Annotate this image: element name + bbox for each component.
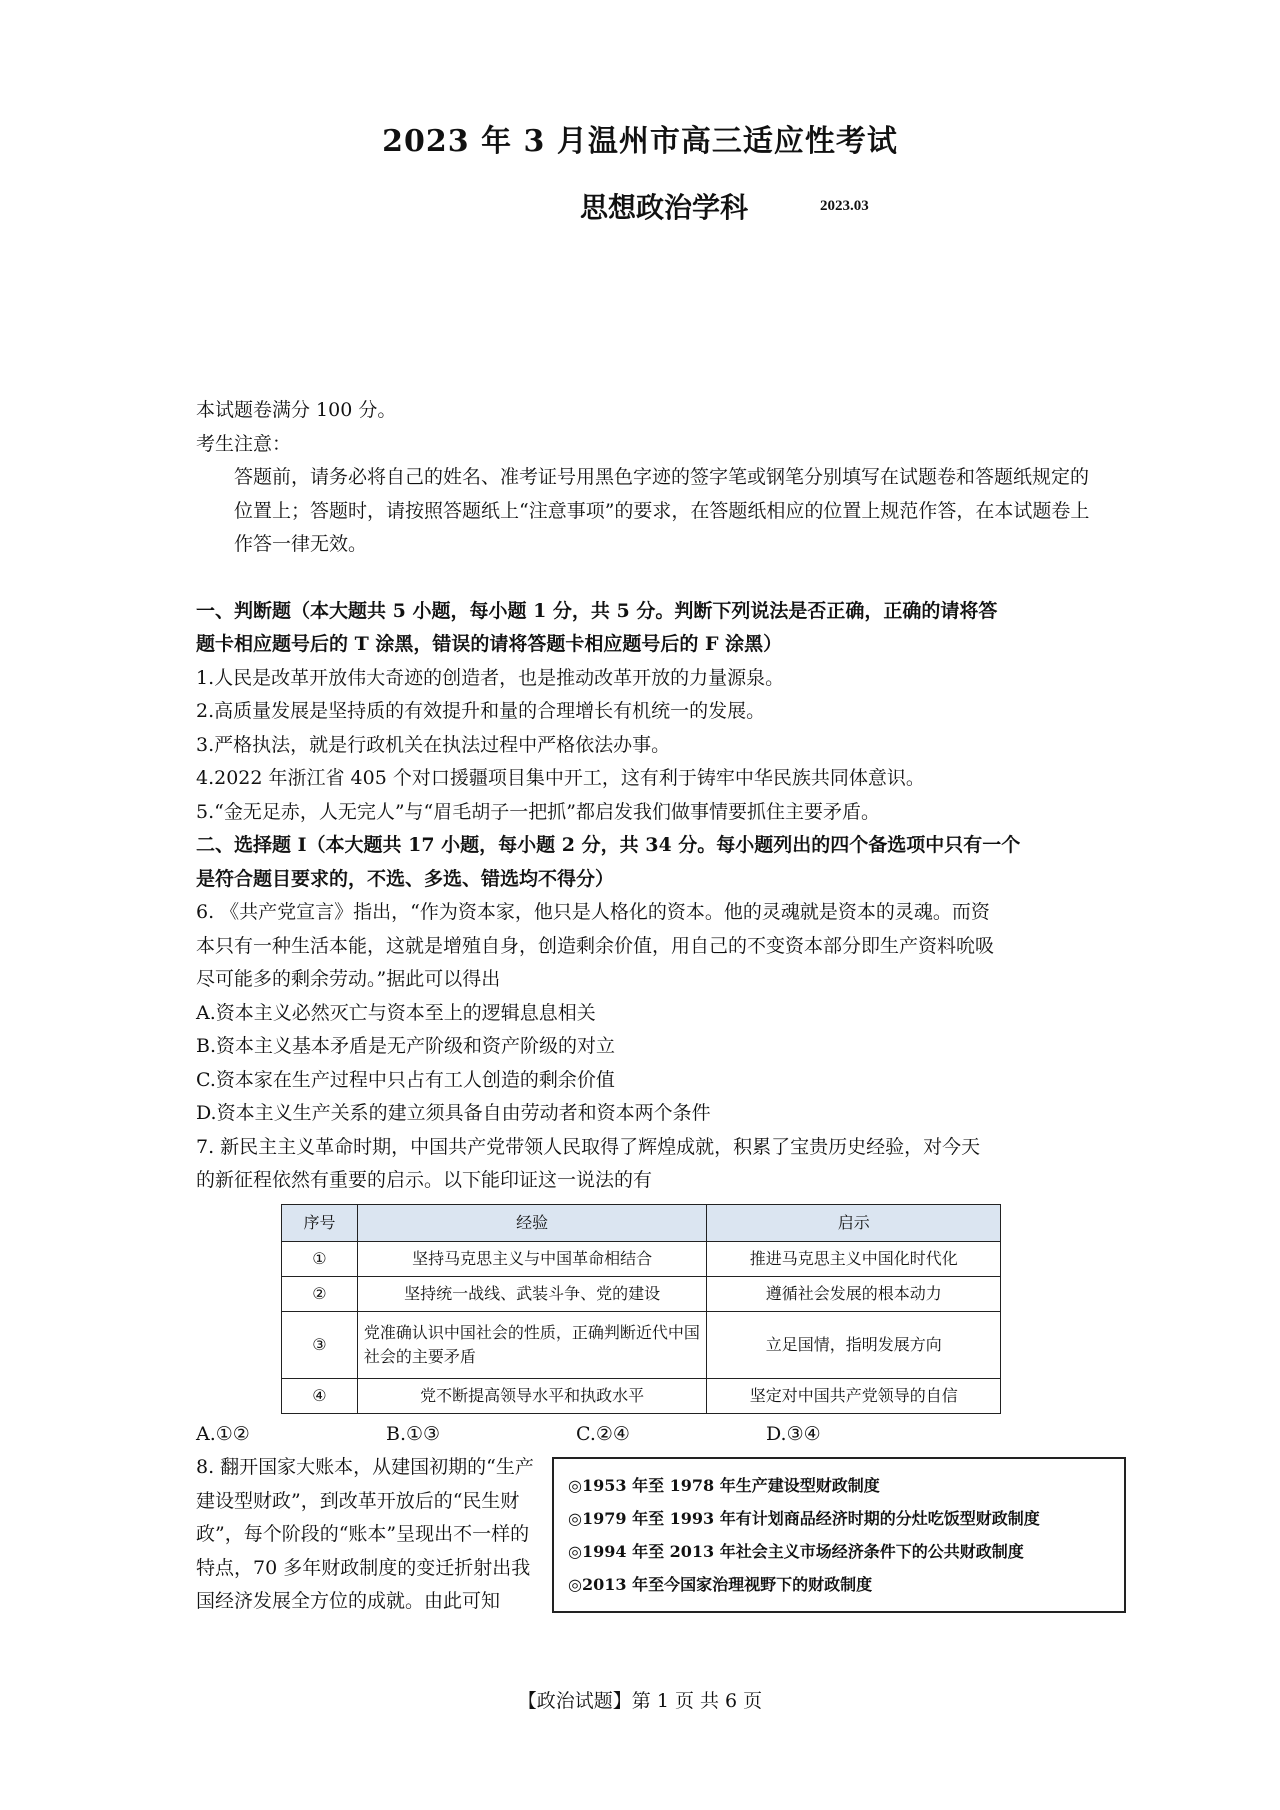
fiscal-item: ◎1979 年至 1993 年有计划商品经济时期的分灶吃饭型财政制度: [568, 1509, 1040, 1528]
experience-table: [281, 1204, 1001, 1414]
fiscal-item: ◎1953 年至 1978 年生产建设型财政制度: [568, 1476, 880, 1495]
full-score-note: 本试题卷满分 100 分。: [196, 399, 397, 421]
section1-heading-1: 一、判断题（本大题共 5 小题，每小题 1 分，共 5 分。判断下列说法是否正确，正确的请将答: [196, 599, 998, 622]
q7-stem: 7. 新民主主义革命时期，中国共产党带领人民取得了辉煌成就，积累了宝贵历史经验，对今天: [196, 1135, 981, 1158]
table-row: [282, 1276, 1001, 1311]
q8-stem: 8. 翻开国家大账本，从建国初期的“生产建设型财政”，到改革开放后的“民生财政”，每个阶段的“账本”呈现出不一样的特点，70 多年财政制度的变迁折射出我国经济发展全方位的成就。由此可知: [196, 1456, 534, 1612]
table-cell: 坚定对中国共产党领导的自信: [707, 1378, 1001, 1413]
q7-option: B.①③: [386, 1422, 441, 1445]
q7-option: C.②④: [576, 1422, 630, 1445]
attention-label: 考生注意：: [196, 432, 292, 455]
table-cell: 推进马克思主义中国化时代化: [707, 1241, 1001, 1276]
table-header: 启示: [707, 1204, 1001, 1241]
q7-stem: 的新征程依然有重要的启示。以下能印证这一说法的有: [196, 1169, 653, 1191]
judge-item: 3.严格执法，就是行政机关在执法过程中严格依法办事。: [196, 733, 671, 756]
table-cell: 遵循社会发展的根本动力: [707, 1276, 1001, 1311]
section1-heading-2: 题卡相应题号后的 T 涂黑，错误的请将答题卡相应题号后的 F 涂黑）: [196, 633, 783, 655]
table-cell: 党准确认识中国社会的性质，正确判断近代中国社会的主要矛盾: [357, 1311, 706, 1378]
table-row: [282, 1378, 1001, 1413]
table-row: [282, 1241, 1001, 1276]
table-cell: 坚持马克思主义与中国革命相结合: [357, 1241, 706, 1276]
table-cell: 立足国情，指明发展方向: [707, 1311, 1001, 1378]
fiscal-system-box: [552, 1457, 1126, 1613]
judge-item: 2.高质量发展是坚持质的有效提升和量的合理增长有机统一的发展。: [196, 700, 766, 722]
table-row: [282, 1311, 1001, 1378]
q8-block: [196, 1451, 1096, 1651]
exam-date: 2023.03: [820, 198, 869, 214]
table-cell: 坚持统一战线、武装斗争、党的建设: [357, 1276, 706, 1311]
q7-option: A.①②: [196, 1422, 250, 1445]
q7-option: D.③④: [766, 1422, 821, 1445]
q6-stem: 尽可能多的剩余劳动。”据此可以得出: [196, 968, 501, 990]
exam-title: 2023 年 3 月温州市高三适应性考试: [382, 124, 898, 159]
section2-heading-1: 二、选择题 I（本大题共 17 小题，每小题 2 分，共 34 分。每小题列出的四个备选项中只有一个: [196, 834, 1021, 856]
table-cell: 党不断提高领导水平和执政水平: [357, 1378, 706, 1413]
judge-item: 4.2022 年浙江省 405 个对口援疆项目集中开工，这有利于铸牢中华民族共同体意识。: [196, 767, 925, 789]
q6-option: A.资本主义必然灭亡与资本至上的逻辑息息相关: [196, 1001, 596, 1024]
q6-option: B.资本主义基本矛盾是无产阶级和资产阶级的对立: [196, 1035, 616, 1057]
section2-heading-2: 是符合题目要求的，不选、多选、错选均不得分）: [196, 867, 615, 890]
table-header: 序号: [282, 1204, 358, 1241]
table-cell: ③: [282, 1311, 358, 1378]
q6-option: D.资本主义生产关系的建立须具备自由劳动者和资本两个条件: [196, 1102, 711, 1124]
judge-item: 1.人民是改革开放伟大奇迹的创造者，也是推动改革开放的力量源泉。: [196, 666, 785, 689]
page-footer: 【政治试题】第 1 页 共 6 页: [517, 1690, 763, 1712]
exam-content: [196, 394, 1096, 1651]
notice-body: 答题前，请务必将自己的姓名、准考证号用黑色字迹的签字笔或钢笔分别填写在试题卷和答题纸规定的位置上；答题时，请按照答题纸上“注意事项”的要求，在答题纸相应的位置上规范作答，在本试题卷上作答一律无效。: [234, 466, 1090, 555]
judge-item: 5.“金无足赤，人无完人”与“眉毛胡子一把抓”都启发我们做事情要抓住主要矛盾。: [196, 800, 880, 823]
q7-options: [196, 1418, 1096, 1452]
table-header-row: [282, 1204, 1001, 1241]
table-header: 经验: [357, 1204, 706, 1241]
subject-title: 思想政治学科: [580, 191, 749, 224]
table-cell: ①: [282, 1241, 358, 1276]
fiscal-item: ◎1994 年至 2013 年社会主义市场经济条件下的公共财政制度: [568, 1542, 1024, 1561]
q6-option: C.资本家在生产过程中只占有工人创造的剩余价值: [196, 1068, 615, 1091]
table-cell: ②: [282, 1276, 358, 1311]
q6-stem: 6. 《共产党宣言》指出，“作为资本家，他只是人格化的资本。他的灵魂就是资本的灵魂。而资: [196, 901, 990, 923]
fiscal-item: ◎2013 年至今国家治理视野下的财政制度: [568, 1575, 873, 1594]
q6-stem: 本只有一种生活本能，这就是增殖自身，创造剩余价值，用自己的不变资本部分即生产资料吮吸: [196, 934, 995, 957]
table-cell: ④: [282, 1378, 358, 1413]
